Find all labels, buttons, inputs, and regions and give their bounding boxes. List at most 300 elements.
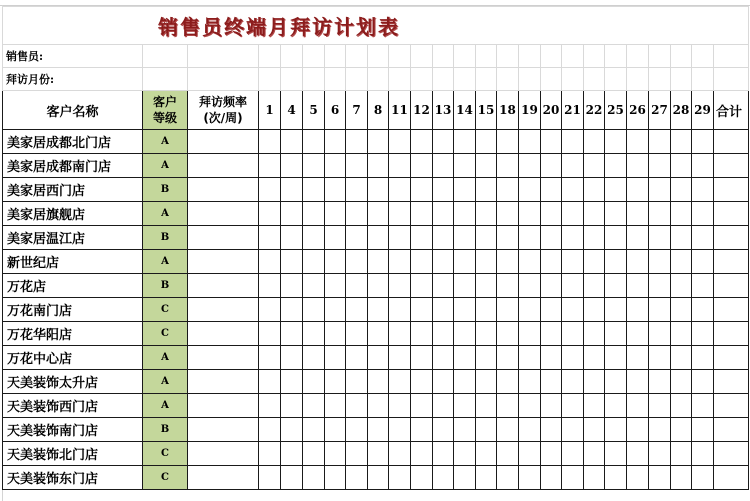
- day-cell-18[interactable]: [497, 130, 519, 154]
- visit-frequency-cell[interactable]: [188, 226, 259, 250]
- customer-grade-cell[interactable]: A: [143, 130, 188, 154]
- customer-name-cell[interactable]: 美家居成都南门店: [3, 154, 143, 178]
- customer-grade-cell[interactable]: C: [143, 466, 188, 490]
- day-cell-18[interactable]: [497, 346, 519, 370]
- day-cell-1[interactable]: [259, 226, 281, 250]
- day-cell-13[interactable]: [433, 298, 454, 322]
- day-cell-22[interactable]: [584, 418, 605, 442]
- total-cell[interactable]: [714, 250, 749, 274]
- total-cell[interactable]: [714, 442, 749, 466]
- day-cell-27[interactable]: [649, 202, 671, 226]
- day-cell-18[interactable]: [497, 442, 519, 466]
- day-cell-4[interactable]: [281, 346, 303, 370]
- day-cell-22[interactable]: [584, 130, 605, 154]
- day-cell-27[interactable]: [649, 346, 671, 370]
- day-cell-8[interactable]: [368, 154, 389, 178]
- empty-cell[interactable]: [714, 45, 749, 68]
- customer-name-cell[interactable]: 天美装饰北门店: [3, 442, 143, 466]
- empty-cell[interactable]: [188, 68, 259, 91]
- day-cell-12[interactable]: [411, 178, 433, 202]
- day-cell-20[interactable]: [541, 394, 562, 418]
- empty-cell[interactable]: [188, 45, 259, 68]
- day-cell-4[interactable]: [281, 202, 303, 226]
- total-cell[interactable]: [714, 322, 749, 346]
- day-cell-4[interactable]: [281, 394, 303, 418]
- customer-name-cell[interactable]: 新世纪店: [3, 250, 143, 274]
- day-cell-27[interactable]: [649, 226, 671, 250]
- day-cell-5[interactable]: [303, 154, 325, 178]
- day-cell-20[interactable]: [541, 130, 562, 154]
- day-cell-28[interactable]: [671, 298, 692, 322]
- total-cell[interactable]: [714, 178, 749, 202]
- day-cell-7[interactable]: [346, 250, 368, 274]
- day-cell-5[interactable]: [303, 418, 325, 442]
- day-cell-6[interactable]: [325, 322, 346, 346]
- day-cell-4[interactable]: [281, 370, 303, 394]
- total-cell[interactable]: [714, 370, 749, 394]
- day-cell-8[interactable]: [368, 178, 389, 202]
- empty-cell[interactable]: [476, 45, 497, 68]
- day-cell-8[interactable]: [368, 202, 389, 226]
- day-cell-8[interactable]: [368, 346, 389, 370]
- day-cell-20[interactable]: [541, 466, 562, 490]
- empty-cell[interactable]: [368, 45, 389, 68]
- empty-cell[interactable]: [692, 45, 714, 68]
- day-cell-6[interactable]: [325, 130, 346, 154]
- day-cell-11[interactable]: [389, 130, 411, 154]
- day-cell-6[interactable]: [325, 298, 346, 322]
- day-cell-18[interactable]: [497, 274, 519, 298]
- day-cell-22[interactable]: [584, 202, 605, 226]
- day-cell-13[interactable]: [433, 154, 454, 178]
- day-cell-22[interactable]: [584, 322, 605, 346]
- day-cell-26[interactable]: [627, 346, 649, 370]
- day-cell-26[interactable]: [627, 370, 649, 394]
- day-cell-7[interactable]: [346, 274, 368, 298]
- customer-name-cell[interactable]: 天美装饰太升店: [3, 370, 143, 394]
- day-cell-1[interactable]: [259, 130, 281, 154]
- empty-cell[interactable]: [649, 68, 671, 91]
- total-cell[interactable]: [714, 202, 749, 226]
- empty-cell[interactable]: [368, 68, 389, 91]
- empty-cell[interactable]: [389, 45, 411, 68]
- day-cell-4[interactable]: [281, 130, 303, 154]
- empty-cell[interactable]: [605, 45, 627, 68]
- day-cell-27[interactable]: [649, 466, 671, 490]
- day-cell-22[interactable]: [584, 298, 605, 322]
- day-cell-26[interactable]: [627, 226, 649, 250]
- day-cell-11[interactable]: [389, 370, 411, 394]
- day-cell-29[interactable]: [692, 466, 714, 490]
- empty-cell[interactable]: [433, 68, 454, 91]
- day-cell-7[interactable]: [346, 178, 368, 202]
- day-cell-13[interactable]: [433, 322, 454, 346]
- day-cell-28[interactable]: [671, 178, 692, 202]
- day-cell-5[interactable]: [303, 370, 325, 394]
- day-cell-5[interactable]: [303, 130, 325, 154]
- day-cell-18[interactable]: [497, 418, 519, 442]
- empty-cell[interactable]: [281, 68, 303, 91]
- day-cell-20[interactable]: [541, 442, 562, 466]
- day-cell-1[interactable]: [259, 346, 281, 370]
- day-cell-15[interactable]: [476, 202, 497, 226]
- day-cell-25[interactable]: [605, 202, 627, 226]
- day-cell-19[interactable]: [519, 298, 541, 322]
- day-cell-20[interactable]: [541, 322, 562, 346]
- day-cell-21[interactable]: [562, 154, 584, 178]
- day-cell-22[interactable]: [584, 226, 605, 250]
- empty-cell[interactable]: [562, 45, 584, 68]
- visit-frequency-cell[interactable]: [188, 346, 259, 370]
- day-cell-19[interactable]: [519, 250, 541, 274]
- day-cell-20[interactable]: [541, 226, 562, 250]
- day-cell-14[interactable]: [454, 274, 476, 298]
- day-cell-27[interactable]: [649, 274, 671, 298]
- day-cell-12[interactable]: [411, 250, 433, 274]
- day-cell-14[interactable]: [454, 226, 476, 250]
- visit-frequency-cell[interactable]: [188, 370, 259, 394]
- day-cell-6[interactable]: [325, 466, 346, 490]
- day-cell-15[interactable]: [476, 274, 497, 298]
- day-cell-11[interactable]: [389, 346, 411, 370]
- day-cell-1[interactable]: [259, 178, 281, 202]
- day-cell-29[interactable]: [692, 370, 714, 394]
- total-cell[interactable]: [714, 154, 749, 178]
- day-cell-13[interactable]: [433, 274, 454, 298]
- day-cell-14[interactable]: [454, 418, 476, 442]
- day-cell-15[interactable]: [476, 370, 497, 394]
- day-cell-19[interactable]: [519, 442, 541, 466]
- day-cell-1[interactable]: [259, 250, 281, 274]
- day-cell-13[interactable]: [433, 178, 454, 202]
- day-cell-28[interactable]: [671, 274, 692, 298]
- day-cell-11[interactable]: [389, 298, 411, 322]
- day-cell-28[interactable]: [671, 226, 692, 250]
- day-cell-25[interactable]: [605, 370, 627, 394]
- day-cell-14[interactable]: [454, 466, 476, 490]
- day-cell-8[interactable]: [368, 370, 389, 394]
- day-cell-22[interactable]: [584, 178, 605, 202]
- total-cell[interactable]: [714, 298, 749, 322]
- day-cell-15[interactable]: [476, 322, 497, 346]
- day-cell-14[interactable]: [454, 370, 476, 394]
- day-cell-28[interactable]: [671, 394, 692, 418]
- customer-grade-cell[interactable]: A: [143, 202, 188, 226]
- day-cell-15[interactable]: [476, 298, 497, 322]
- day-cell-19[interactable]: [519, 154, 541, 178]
- day-cell-20[interactable]: [541, 274, 562, 298]
- day-cell-11[interactable]: [389, 250, 411, 274]
- day-cell-27[interactable]: [649, 322, 671, 346]
- customer-grade-cell[interactable]: C: [143, 442, 188, 466]
- day-cell-26[interactable]: [627, 466, 649, 490]
- day-cell-18[interactable]: [497, 178, 519, 202]
- empty-cell[interactable]: [627, 45, 649, 68]
- day-cell-26[interactable]: [627, 298, 649, 322]
- day-cell-5[interactable]: [303, 202, 325, 226]
- empty-cell[interactable]: [454, 68, 476, 91]
- visit-frequency-cell[interactable]: [188, 202, 259, 226]
- empty-cell[interactable]: [143, 45, 188, 68]
- day-cell-29[interactable]: [692, 346, 714, 370]
- day-cell-27[interactable]: [649, 370, 671, 394]
- customer-name-cell[interactable]: 美家居旗舰店: [3, 202, 143, 226]
- day-cell-21[interactable]: [562, 322, 584, 346]
- day-cell-13[interactable]: [433, 250, 454, 274]
- day-cell-21[interactable]: [562, 178, 584, 202]
- day-cell-29[interactable]: [692, 202, 714, 226]
- day-cell-18[interactable]: [497, 322, 519, 346]
- empty-cell[interactable]: [281, 45, 303, 68]
- customer-grade-cell[interactable]: C: [143, 298, 188, 322]
- day-cell-12[interactable]: [411, 418, 433, 442]
- day-cell-20[interactable]: [541, 370, 562, 394]
- day-cell-29[interactable]: [692, 178, 714, 202]
- empty-cell[interactable]: [497, 68, 519, 91]
- day-cell-25[interactable]: [605, 322, 627, 346]
- empty-cell[interactable]: [497, 45, 519, 68]
- day-cell-25[interactable]: [605, 466, 627, 490]
- day-cell-13[interactable]: [433, 202, 454, 226]
- day-cell-8[interactable]: [368, 226, 389, 250]
- day-cell-14[interactable]: [454, 442, 476, 466]
- day-cell-14[interactable]: [454, 346, 476, 370]
- day-cell-19[interactable]: [519, 178, 541, 202]
- day-cell-11[interactable]: [389, 442, 411, 466]
- empty-cell[interactable]: [476, 68, 497, 91]
- day-cell-1[interactable]: [259, 322, 281, 346]
- day-cell-21[interactable]: [562, 442, 584, 466]
- day-cell-11[interactable]: [389, 394, 411, 418]
- day-cell-28[interactable]: [671, 442, 692, 466]
- customer-name-cell[interactable]: 美家居西门店: [3, 178, 143, 202]
- day-cell-7[interactable]: [346, 322, 368, 346]
- day-cell-11[interactable]: [389, 322, 411, 346]
- day-cell-25[interactable]: [605, 346, 627, 370]
- customer-name-cell[interactable]: 万花华阳店: [3, 322, 143, 346]
- title-cell[interactable]: [3, 7, 749, 45]
- day-cell-21[interactable]: [562, 130, 584, 154]
- customer-grade-cell[interactable]: A: [143, 154, 188, 178]
- day-cell-13[interactable]: [433, 394, 454, 418]
- day-cell-18[interactable]: [497, 202, 519, 226]
- day-cell-20[interactable]: [541, 154, 562, 178]
- day-cell-20[interactable]: [541, 202, 562, 226]
- day-cell-7[interactable]: [346, 418, 368, 442]
- day-cell-8[interactable]: [368, 442, 389, 466]
- customer-name-cell[interactable]: 万花中心店: [3, 346, 143, 370]
- day-cell-7[interactable]: [346, 466, 368, 490]
- day-cell-4[interactable]: [281, 274, 303, 298]
- day-cell-12[interactable]: [411, 322, 433, 346]
- day-cell-1[interactable]: [259, 154, 281, 178]
- day-cell-25[interactable]: [605, 442, 627, 466]
- day-cell-11[interactable]: [389, 226, 411, 250]
- total-cell[interactable]: [714, 418, 749, 442]
- visit-frequency-cell[interactable]: [188, 322, 259, 346]
- day-cell-7[interactable]: [346, 370, 368, 394]
- customer-grade-cell[interactable]: A: [143, 250, 188, 274]
- day-cell-5[interactable]: [303, 346, 325, 370]
- day-cell-21[interactable]: [562, 250, 584, 274]
- day-cell-21[interactable]: [562, 298, 584, 322]
- day-cell-8[interactable]: [368, 418, 389, 442]
- day-cell-22[interactable]: [584, 346, 605, 370]
- day-cell-12[interactable]: [411, 226, 433, 250]
- day-cell-26[interactable]: [627, 154, 649, 178]
- day-cell-19[interactable]: [519, 274, 541, 298]
- day-cell-21[interactable]: [562, 226, 584, 250]
- day-cell-8[interactable]: [368, 274, 389, 298]
- day-cell-26[interactable]: [627, 250, 649, 274]
- day-cell-28[interactable]: [671, 418, 692, 442]
- day-cell-5[interactable]: [303, 298, 325, 322]
- empty-cell[interactable]: [627, 68, 649, 91]
- day-cell-7[interactable]: [346, 226, 368, 250]
- day-cell-20[interactable]: [541, 250, 562, 274]
- day-cell-25[interactable]: [605, 394, 627, 418]
- day-cell-29[interactable]: [692, 418, 714, 442]
- day-cell-29[interactable]: [692, 154, 714, 178]
- empty-cell[interactable]: [303, 68, 325, 91]
- empty-cell[interactable]: [671, 68, 692, 91]
- day-cell-13[interactable]: [433, 130, 454, 154]
- day-cell-1[interactable]: [259, 298, 281, 322]
- empty-cell[interactable]: [605, 68, 627, 91]
- day-cell-5[interactable]: [303, 178, 325, 202]
- day-cell-12[interactable]: [411, 466, 433, 490]
- day-cell-19[interactable]: [519, 418, 541, 442]
- customer-grade-cell[interactable]: A: [143, 394, 188, 418]
- empty-cell[interactable]: [389, 68, 411, 91]
- empty-cell[interactable]: [541, 68, 562, 91]
- customer-name-cell[interactable]: 天美装饰南门店: [3, 418, 143, 442]
- day-cell-11[interactable]: [389, 178, 411, 202]
- day-cell-28[interactable]: [671, 346, 692, 370]
- day-cell-6[interactable]: [325, 274, 346, 298]
- day-cell-27[interactable]: [649, 418, 671, 442]
- empty-cell[interactable]: [692, 68, 714, 91]
- day-cell-14[interactable]: [454, 298, 476, 322]
- day-cell-18[interactable]: [497, 394, 519, 418]
- day-cell-7[interactable]: [346, 442, 368, 466]
- day-cell-25[interactable]: [605, 250, 627, 274]
- empty-cell[interactable]: [411, 45, 433, 68]
- customer-grade-cell[interactable]: B: [143, 418, 188, 442]
- day-cell-15[interactable]: [476, 226, 497, 250]
- day-cell-21[interactable]: [562, 370, 584, 394]
- customer-grade-cell[interactable]: C: [143, 322, 188, 346]
- day-cell-4[interactable]: [281, 298, 303, 322]
- day-cell-19[interactable]: [519, 346, 541, 370]
- empty-cell[interactable]: [259, 68, 281, 91]
- day-cell-12[interactable]: [411, 370, 433, 394]
- day-cell-14[interactable]: [454, 322, 476, 346]
- day-cell-27[interactable]: [649, 154, 671, 178]
- day-cell-4[interactable]: [281, 178, 303, 202]
- day-cell-28[interactable]: [671, 130, 692, 154]
- empty-cell[interactable]: [519, 68, 541, 91]
- day-cell-29[interactable]: [692, 274, 714, 298]
- day-cell-27[interactable]: [649, 178, 671, 202]
- empty-cell[interactable]: [584, 68, 605, 91]
- day-cell-6[interactable]: [325, 346, 346, 370]
- visit-frequency-cell[interactable]: [188, 418, 259, 442]
- day-cell-15[interactable]: [476, 442, 497, 466]
- day-cell-7[interactable]: [346, 298, 368, 322]
- customer-grade-cell[interactable]: A: [143, 370, 188, 394]
- day-cell-13[interactable]: [433, 442, 454, 466]
- day-cell-18[interactable]: [497, 370, 519, 394]
- customer-name-cell[interactable]: 天美装饰西门店: [3, 394, 143, 418]
- day-cell-26[interactable]: [627, 418, 649, 442]
- day-cell-27[interactable]: [649, 298, 671, 322]
- customer-grade-cell[interactable]: B: [143, 274, 188, 298]
- day-cell-1[interactable]: [259, 466, 281, 490]
- day-cell-4[interactable]: [281, 322, 303, 346]
- day-cell-11[interactable]: [389, 274, 411, 298]
- day-cell-15[interactable]: [476, 130, 497, 154]
- day-cell-8[interactable]: [368, 250, 389, 274]
- empty-cell[interactable]: [454, 45, 476, 68]
- day-cell-6[interactable]: [325, 250, 346, 274]
- day-cell-28[interactable]: [671, 202, 692, 226]
- empty-cell[interactable]: [346, 68, 368, 91]
- customer-name-cell[interactable]: 天美装饰东门店: [3, 466, 143, 490]
- customer-name-cell[interactable]: 美家居温江店: [3, 226, 143, 250]
- day-cell-15[interactable]: [476, 466, 497, 490]
- empty-cell[interactable]: [541, 45, 562, 68]
- day-cell-22[interactable]: [584, 394, 605, 418]
- day-cell-13[interactable]: [433, 226, 454, 250]
- day-cell-27[interactable]: [649, 250, 671, 274]
- day-cell-5[interactable]: [303, 226, 325, 250]
- day-cell-8[interactable]: [368, 298, 389, 322]
- day-cell-19[interactable]: [519, 394, 541, 418]
- total-cell[interactable]: [714, 466, 749, 490]
- day-cell-4[interactable]: [281, 154, 303, 178]
- day-cell-1[interactable]: [259, 442, 281, 466]
- day-cell-1[interactable]: [259, 202, 281, 226]
- day-cell-26[interactable]: [627, 442, 649, 466]
- day-cell-19[interactable]: [519, 370, 541, 394]
- day-cell-19[interactable]: [519, 202, 541, 226]
- day-cell-29[interactable]: [692, 130, 714, 154]
- empty-cell[interactable]: [259, 45, 281, 68]
- day-cell-4[interactable]: [281, 418, 303, 442]
- day-cell-5[interactable]: [303, 394, 325, 418]
- day-cell-7[interactable]: [346, 202, 368, 226]
- empty-cell[interactable]: [303, 45, 325, 68]
- day-cell-29[interactable]: [692, 298, 714, 322]
- day-cell-12[interactable]: [411, 274, 433, 298]
- total-cell[interactable]: [714, 130, 749, 154]
- day-cell-28[interactable]: [671, 466, 692, 490]
- empty-cell[interactable]: [325, 68, 346, 91]
- day-cell-19[interactable]: [519, 130, 541, 154]
- day-cell-29[interactable]: [692, 442, 714, 466]
- total-cell[interactable]: [714, 226, 749, 250]
- customer-name-cell[interactable]: 美家居成都北门店: [3, 130, 143, 154]
- day-cell-13[interactable]: [433, 346, 454, 370]
- empty-cell[interactable]: [671, 45, 692, 68]
- day-cell-25[interactable]: [605, 154, 627, 178]
- day-cell-25[interactable]: [605, 298, 627, 322]
- day-cell-6[interactable]: [325, 370, 346, 394]
- day-cell-18[interactable]: [497, 298, 519, 322]
- empty-cell[interactable]: [346, 45, 368, 68]
- day-cell-8[interactable]: [368, 466, 389, 490]
